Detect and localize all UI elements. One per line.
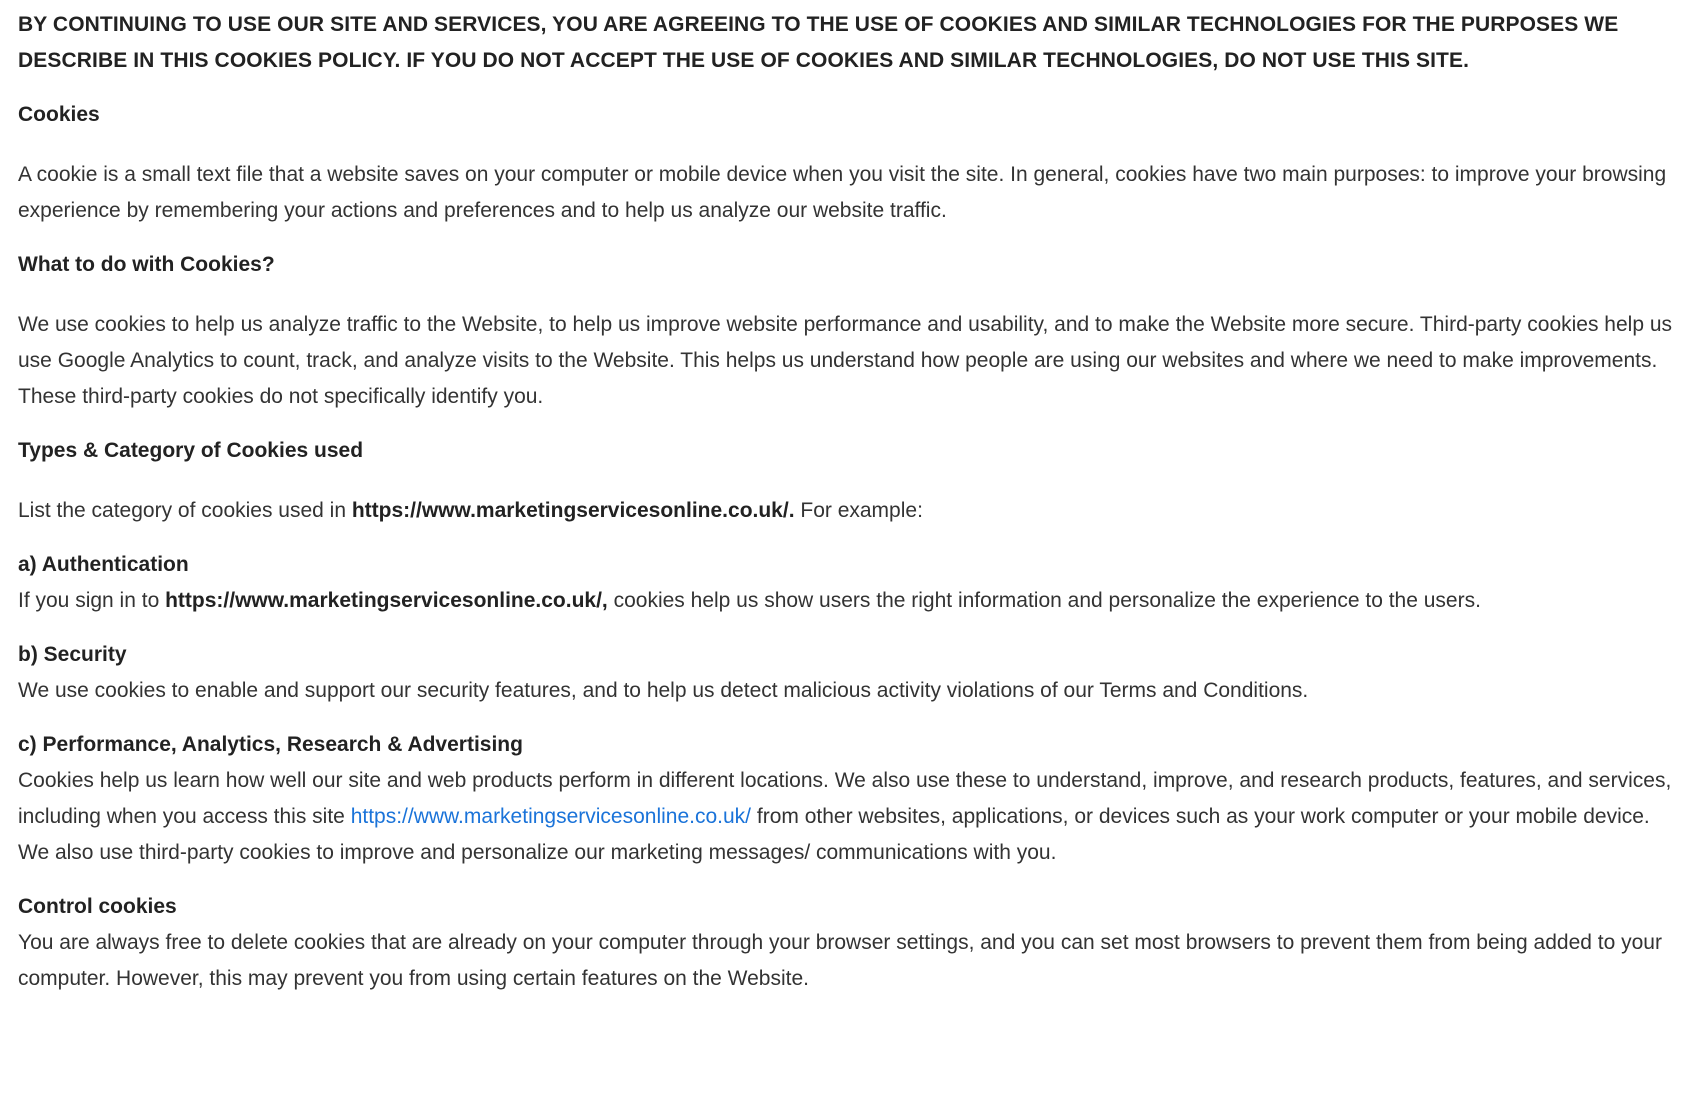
control-description: You are always free to delete cookies that are already on your computer through your browser settings, and you can set most browsers to prevent them from being added to your computer. However, this may prevent you from using certain features on the Website. <box>18 931 1662 990</box>
control-heading: Control cookies <box>18 895 177 918</box>
cookies-description: A cookie is a small text file that a website saves on your computer or mobile device when you visit the site. In general, cookies have two main purposes: to improve your browsing experience by remembering your actions and preferences and to help us analyze our website traffic. <box>18 163 1667 222</box>
authentication-before: If you sign in to <box>18 589 166 612</box>
cookies-heading: Cookies <box>18 103 100 126</box>
performance-heading: c) Performance, Analytics, Research & Advertising <box>18 733 523 756</box>
authentication-heading: a) Authentication <box>18 553 189 576</box>
performance-after: from other websites, applications, or devices such as your work computer or your mobile device. We also use third-party cookies to improve and personalize our marketing messages/ communications with you. <box>18 805 1650 864</box>
what-to-do-heading: What to do with Cookies? <box>18 253 275 276</box>
site-link[interactable]: https://www.marketingservicesonline.co.uk/ <box>350 805 752 828</box>
performance-before: Cookies help us learn how well our site and web products perform in different locations. We also use these to understand, improve, and research products, features, and services, including when you access this site <box>18 769 1672 828</box>
what-to-do-description: We use cookies to help us analyze traffic to the Website, to help us improve website performance and usability, and to make the Website more secure. Third-party cookies help us use Google Analytics to count, track, and analyze visits to the Website. This helps us understand how people are using our websites and where we need to make improvements. These third-party cookies do not specifically identify you. <box>18 313 1673 408</box>
policy-disclaimer: BY CONTINUING TO USE OUR SITE AND SERVICES, YOU ARE AGREEING TO THE USE OF COOKIES AND SIMILAR TECHNOLOGIES FOR THE PURPOSES WE DESCRIBE IN THIS COOKIES POLICY. IF YOU DO NOT ACCEPT THE USE OF COOKIES AND SIMILAR TECHNOLOGIES, DO NOT USE THIS SITE. <box>18 13 1619 72</box>
authentication-url: https://www.marketingservicesonline.co.uk/, <box>165 589 608 612</box>
performance-description <box>18 763 1674 871</box>
types-intro-url: https://www.marketingservicesonline.co.uk/. <box>351 499 795 522</box>
types-intro <box>18 493 1674 529</box>
security-description: We use cookies to enable and support our security features, and to help us detect malicious activity violations of our Terms and Conditions. <box>18 679 1309 702</box>
types-heading: Types & Category of Cookies used <box>18 439 364 462</box>
types-intro-after: For example: <box>794 499 923 522</box>
authentication-description <box>18 583 1674 619</box>
security-heading: b) Security <box>18 643 127 666</box>
authentication-after: cookies help us show users the right information and personalize the experience to the users. <box>607 589 1481 612</box>
types-intro-before: List the category of cookies used in <box>18 499 352 522</box>
